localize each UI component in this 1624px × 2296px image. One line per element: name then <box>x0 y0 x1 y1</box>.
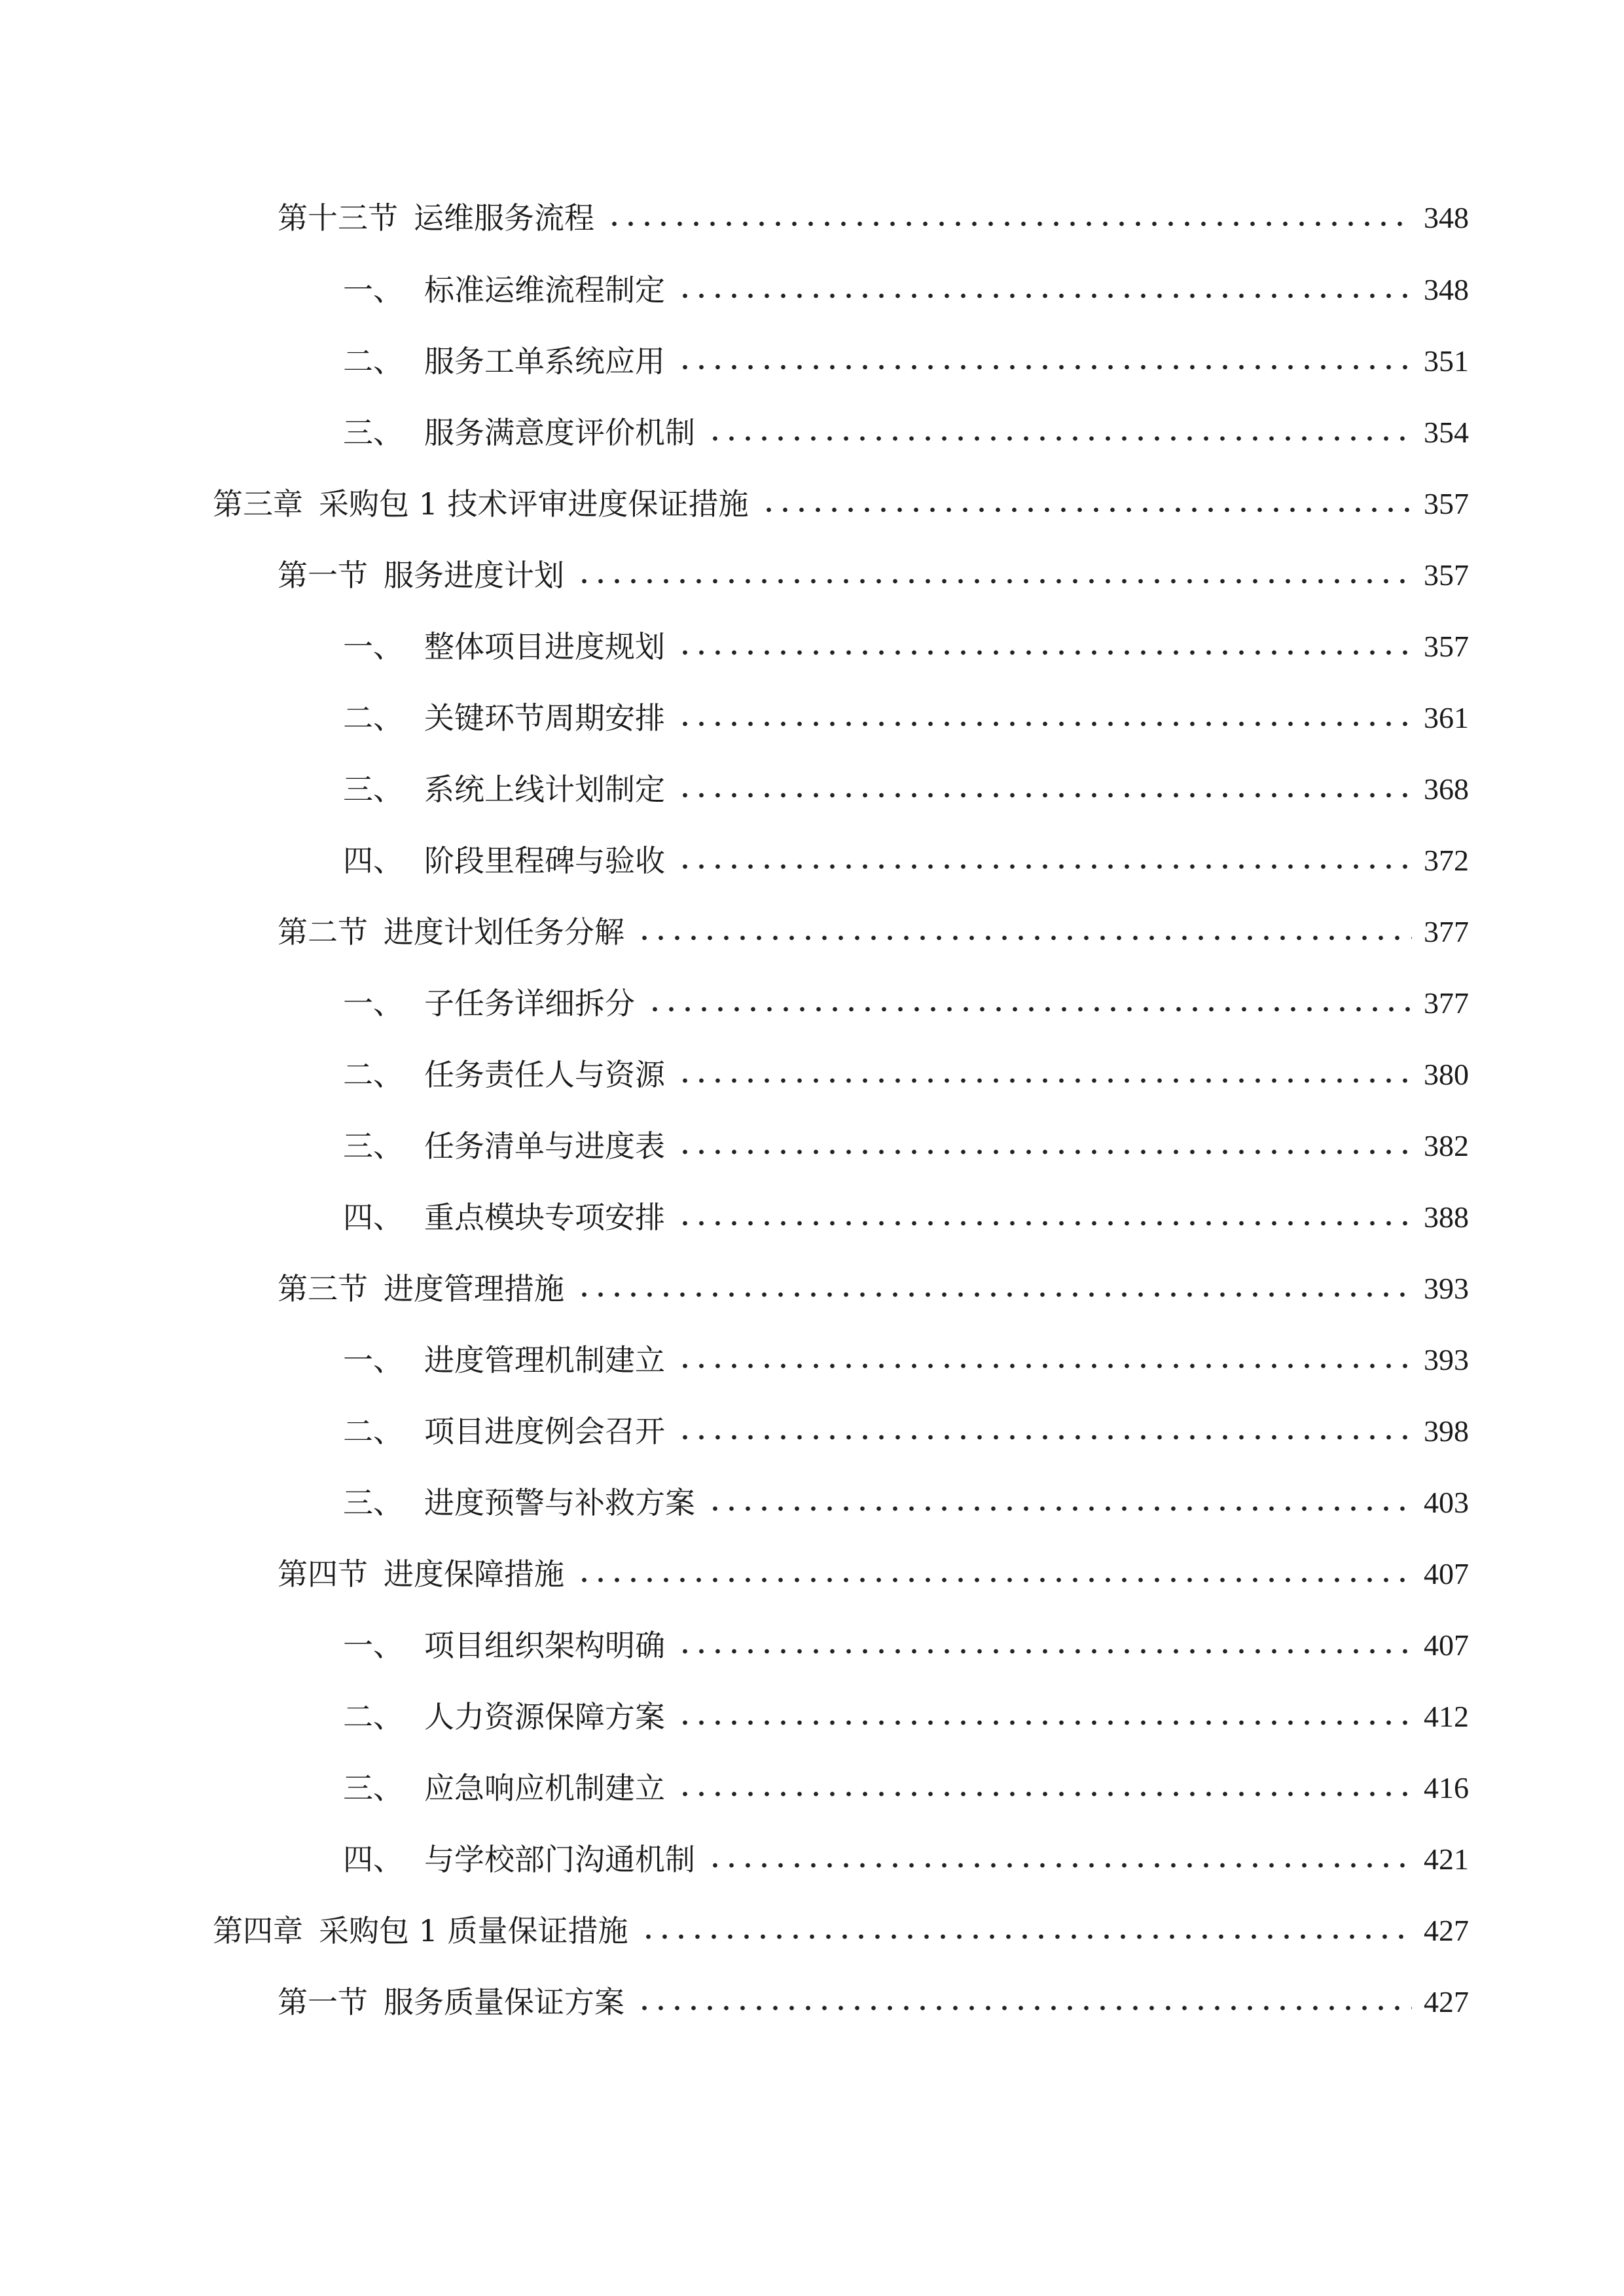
entry-number: 第十三节 <box>278 200 398 236</box>
toc-entry[interactable] <box>343 683 1469 736</box>
entry-label <box>278 1556 564 1592</box>
entry-title: 服务工单系统应用 <box>424 344 665 379</box>
entry-number: 四、 <box>343 1200 403 1235</box>
toc-entry[interactable] <box>343 826 1469 878</box>
entry-title: 服务质量保证方案 <box>384 1984 624 2020</box>
dot-leader <box>677 780 1412 799</box>
entry-page-number: 348 <box>1424 201 1469 234</box>
entry-title: 任务清单与进度表 <box>424 1128 665 1164</box>
entry-page-number: 380 <box>1424 1058 1469 1091</box>
dot-leader <box>647 994 1412 1013</box>
entry-page-number: 354 <box>1424 416 1469 449</box>
entry-number: 第一节 <box>278 1984 368 2020</box>
entry-label <box>343 629 665 664</box>
dot-leader <box>677 1778 1412 1798</box>
entry-number: 二、 <box>343 700 403 736</box>
dot-leader <box>606 208 1412 228</box>
entry-page-number: 361 <box>1424 701 1469 734</box>
entry-page-number: 398 <box>1424 1414 1469 1448</box>
entry-page-number: 427 <box>1424 1985 1469 2018</box>
entry-title: 采购包 1 技术评审进度保证措施 <box>319 486 749 522</box>
entry-title: 系统上线计划制定 <box>424 772 665 807</box>
entry-page-number: 407 <box>1424 1557 1469 1590</box>
entry-number: 三、 <box>343 772 403 807</box>
dot-leader <box>677 1136 1412 1156</box>
entry-number: 一、 <box>343 986 403 1021</box>
dot-leader <box>677 1350 1412 1370</box>
toc-entry[interactable] <box>278 897 1469 950</box>
toc-entry[interactable] <box>343 969 1469 1021</box>
entry-label <box>213 486 749 522</box>
entry-title: 采购包 1 质量保证措施 <box>319 1913 628 1948</box>
entry-label <box>343 843 665 878</box>
toc-entry[interactable] <box>278 1967 1469 2020</box>
toc-entry[interactable] <box>343 327 1469 379</box>
entry-page-number: 377 <box>1424 986 1469 1020</box>
dot-leader <box>636 1992 1412 2012</box>
entry-number: 四、 <box>343 1842 403 1877</box>
entry-number: 三、 <box>343 415 403 450</box>
entry-label <box>343 1057 665 1092</box>
entry-label <box>278 1984 624 2020</box>
toc-entry[interactable] <box>343 255 1469 308</box>
dot-leader <box>677 1065 1412 1085</box>
entry-page-number: 357 <box>1424 487 1469 520</box>
dot-leader <box>707 423 1412 442</box>
entry-label <box>278 560 564 593</box>
toc-entry[interactable] <box>343 1468 1469 1520</box>
entry-page-number: 357 <box>1424 630 1469 663</box>
entry-page-number: 382 <box>1424 1129 1469 1162</box>
entry-number: 第四节 <box>278 1556 368 1592</box>
dot-leader <box>636 922 1412 942</box>
entry-label <box>343 774 665 807</box>
entry-number: 一、 <box>343 1628 403 1663</box>
entry-title: 进度管理措施 <box>384 1271 564 1306</box>
dot-leader <box>677 1208 1412 1227</box>
toc-entry[interactable] <box>343 1611 1469 1663</box>
entry-label <box>343 1202 665 1235</box>
entry-page-number: 377 <box>1424 915 1469 948</box>
toc-entry[interactable] <box>343 1183 1469 1235</box>
entry-title: 运维服务流程 <box>414 200 594 236</box>
entry-page-number: 416 <box>1424 1771 1469 1804</box>
entry-title: 与学校部门沟通机制 <box>424 1842 695 1877</box>
entry-title: 整体项目进度规划 <box>424 629 665 664</box>
entry-label <box>343 988 635 1021</box>
dot-leader <box>761 494 1412 514</box>
entry-label <box>343 1485 695 1520</box>
dot-leader <box>576 1564 1412 1584</box>
entry-label <box>343 1128 665 1164</box>
entry-page-number: 412 <box>1424 1700 1469 1733</box>
dot-leader <box>677 708 1412 728</box>
toc-entry[interactable] <box>278 1254 1469 1306</box>
entry-label <box>343 1416 665 1449</box>
toc-entry[interactable] <box>343 398 1469 450</box>
entry-title: 进度预警与补救方案 <box>424 1485 695 1520</box>
entry-title: 进度计划任务分解 <box>384 914 624 950</box>
entry-title: 服务满意度评价机制 <box>424 415 695 450</box>
entry-page-number: 393 <box>1424 1272 1469 1305</box>
dot-leader <box>677 1707 1412 1727</box>
entry-title: 任务责任人与资源 <box>424 1057 665 1092</box>
toc-entry[interactable] <box>213 1896 1469 1948</box>
entry-number: 第一节 <box>278 558 368 593</box>
entry-page-number: 357 <box>1424 558 1469 592</box>
entry-number: 第四章 <box>213 1913 303 1948</box>
entry-title: 进度管理机制建立 <box>424 1342 665 1378</box>
dot-leader <box>677 1422 1412 1441</box>
entry-title: 人力资源保障方案 <box>424 1699 665 1734</box>
entry-label <box>343 272 665 308</box>
entry-page-number: 403 <box>1424 1486 1469 1519</box>
toc-entry[interactable] <box>343 1325 1469 1378</box>
dot-leader <box>677 351 1412 371</box>
entry-number: 三、 <box>343 1485 403 1520</box>
toc-entry[interactable] <box>278 183 1469 236</box>
toc-entry[interactable] <box>343 1682 1469 1734</box>
dot-leader <box>640 1921 1412 1941</box>
entry-number: 三、 <box>343 1128 403 1164</box>
entry-page-number: 388 <box>1424 1200 1469 1234</box>
entry-label <box>278 200 594 236</box>
entry-label <box>343 415 695 450</box>
toc-entry[interactable] <box>278 1539 1469 1592</box>
toc-entry[interactable] <box>343 1111 1469 1164</box>
entry-page-number: 407 <box>1424 1628 1469 1662</box>
toc-entry[interactable] <box>343 612 1469 664</box>
entry-label <box>343 1844 695 1877</box>
entry-label <box>278 914 624 950</box>
entry-page-number: 427 <box>1424 1914 1469 1947</box>
entry-label <box>343 346 665 379</box>
entry-title: 服务进度计划 <box>384 558 564 593</box>
toc-entry[interactable] <box>343 1397 1469 1449</box>
entry-page-number: 372 <box>1424 844 1469 877</box>
entry-page-number: 421 <box>1424 1842 1469 1876</box>
entry-label <box>343 1770 665 1806</box>
dot-leader <box>576 1279 1412 1299</box>
entry-label <box>213 1913 628 1948</box>
entry-page-number: 368 <box>1424 772 1469 806</box>
entry-label <box>343 1630 665 1663</box>
entry-number: 二、 <box>343 344 403 379</box>
entry-title: 进度保障措施 <box>384 1556 564 1592</box>
entry-number: 二、 <box>343 1414 403 1449</box>
dot-leader <box>677 280 1412 300</box>
entry-title: 关键环节周期安排 <box>424 700 665 736</box>
entry-number: 第二节 <box>278 914 368 950</box>
entry-title: 阶段里程碑与验收 <box>424 843 665 878</box>
entry-label <box>278 1271 564 1306</box>
dot-leader <box>677 637 1412 656</box>
toc-entry[interactable] <box>213 469 1469 522</box>
toc-entry[interactable] <box>343 1040 1469 1092</box>
dot-leader <box>707 1850 1412 1869</box>
entry-number: 三、 <box>343 1770 403 1806</box>
entry-page-number: 348 <box>1424 273 1469 306</box>
dot-leader <box>677 851 1412 870</box>
entry-title: 标准运维流程制定 <box>424 272 665 308</box>
toc-entry[interactable] <box>343 1753 1469 1806</box>
dot-leader <box>677 1636 1412 1655</box>
entry-label <box>343 1699 665 1734</box>
entry-number: 一、 <box>343 1342 403 1378</box>
entry-title: 子任务详细拆分 <box>424 986 635 1021</box>
dot-leader <box>707 1493 1412 1513</box>
entry-label <box>343 700 665 736</box>
toc-entry[interactable] <box>343 755 1469 807</box>
toc-entry[interactable] <box>278 541 1469 593</box>
entry-number: 二、 <box>343 1057 403 1092</box>
entry-title: 项目组织架构明确 <box>424 1628 665 1663</box>
entry-title: 应急响应机制建立 <box>424 1770 665 1806</box>
entry-number: 第三节 <box>278 1271 368 1306</box>
entry-title: 重点模块专项安排 <box>424 1200 665 1235</box>
entry-page-number: 351 <box>1424 344 1469 378</box>
entry-number: 一、 <box>343 272 403 308</box>
entry-title: 项目进度例会召开 <box>424 1414 665 1449</box>
entry-label <box>343 1342 665 1378</box>
dot-leader <box>576 565 1412 585</box>
toc-entry[interactable] <box>343 1825 1469 1877</box>
entry-number: 第三章 <box>213 486 303 522</box>
entry-number: 四、 <box>343 843 403 878</box>
entry-page-number: 393 <box>1424 1343 1469 1376</box>
entry-number: 二、 <box>343 1699 403 1734</box>
entry-number: 一、 <box>343 629 403 664</box>
